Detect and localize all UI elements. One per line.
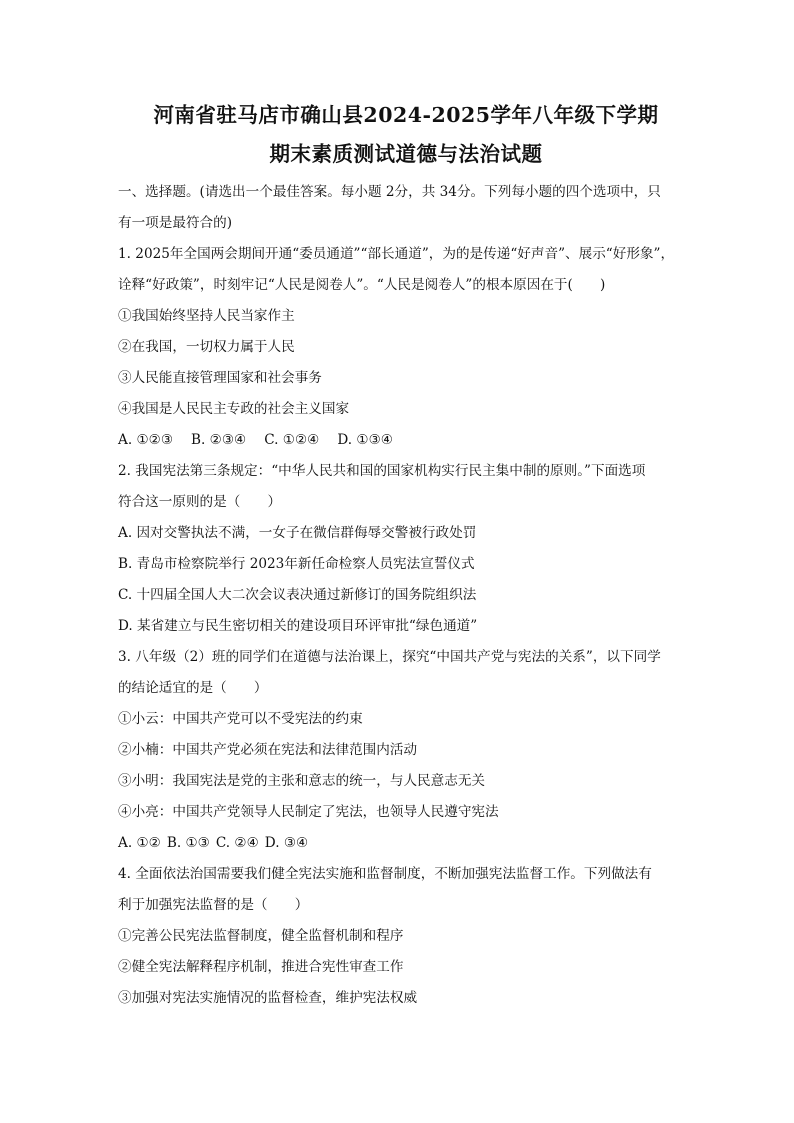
q1-item: ①我国始终坚持人民当家作主 — [118, 308, 295, 324]
q3-item: ④小亮：中国共产党领导人民制定了宪法，也领导人民遵守宪法 — [118, 804, 499, 820]
q3-item: ①小云：中国共产党可以不受宪法的约束 — [118, 711, 363, 727]
q1-item: ③人民能直接管理国家和社会事务 — [118, 370, 322, 386]
q3-option-c: C. ②④ — [215, 835, 259, 851]
q3-options — [118, 828, 694, 859]
q3-stem-line2: 的结论适宜的是（ ） — [118, 680, 268, 696]
q1-option-c: C. ①②④ — [264, 432, 320, 448]
q1-item: ②在我国，一切权力属于人民 — [118, 339, 295, 355]
q4-stem-line2: 利于加强宪法监督的是（ ） — [118, 897, 309, 913]
q1-options — [118, 425, 694, 456]
q3-item: ②小楠：中国共产党必须在宪法和法律范围内活动 — [118, 742, 418, 758]
section-instruction-line1: 一、选择题。(请选出一个最佳答案。每小题 2分，共 34分。下列每小题的四个选项中，只 — [118, 184, 661, 200]
q2-option-a: A. 因对交警执法不满，一女子在微信群侮辱交警被行政处罚 — [118, 525, 477, 541]
q2-stem-line2: 符合这一原则的是（ ） — [118, 494, 282, 510]
q2-option-c: C. 十四届全国人大二次会议表决通过新修订的国务院组织法 — [118, 587, 477, 603]
q1-option-b: B. ②③④ — [191, 432, 247, 448]
q2-option-b: B. 青岛市检察院举行 2023年新任命检察人员宪法宣誓仪式 — [118, 556, 475, 572]
doc-title-line2: 期末素质测试道德与法治试题 — [269, 142, 543, 166]
q3-option-d: D. ③④ — [264, 835, 309, 851]
q4-item: ③加强对宪法实施情况的监督检查，维护宪法权威 — [118, 990, 418, 1006]
q3-item: ③小明：我国宪法是党的主张和意志的统一，与人民意志无关 — [118, 773, 486, 789]
q4-item: ②健全宪法解释程序机制，推进合宪性审查工作 — [118, 959, 404, 975]
q4-stem-line1: 4. 全面依法治国需要我们健全宪法实施和监督制度，不断加强宪法监督工作。下列做法有 — [118, 866, 652, 882]
section-instruction-line2: 有一项是最符合的) — [118, 215, 233, 231]
q1-item: ④我国是人民民主专政的社会主义国家 — [118, 401, 350, 417]
q3-option-a: A. ①② — [118, 835, 161, 851]
q1-stem-line2: 诠释“好政策”，时刻牢记“人民是阅卷人”。“人民是阅卷人”的根本原因在于( ) — [118, 277, 606, 293]
q3-stem-line1: 3. 八年级（2）班的同学们在道德与法治课上，探究“中国共产党与宪法的关系”，以下同学 — [118, 649, 661, 665]
q1-option-a: A. ①②③ — [118, 432, 174, 448]
q3-option-b: B. ①③ — [166, 835, 210, 851]
doc-title-line1: 河南省驻马店市确山县2024-2025学年八年级下学期 — [153, 103, 659, 127]
q2-option-d: D. 某省建立与民生密切相关的建设项目环评审批“绿色通道” — [118, 618, 478, 634]
q1-option-d: D. ①③④ — [337, 432, 393, 448]
q2-stem-line1: 2. 我国宪法第三条规定：“中华人民共和国的国家机构实行民主集中制的原则。”下面选项 — [118, 463, 646, 479]
q4-item: ①完善公民宪法监督制度，健全监督机制和程序 — [118, 928, 404, 944]
q1-stem-line1: 1. 2025年全国两会期间开通“委员通道”“部长通道”，为的是传递“好声音”、展示“好形象”， — [118, 246, 675, 262]
